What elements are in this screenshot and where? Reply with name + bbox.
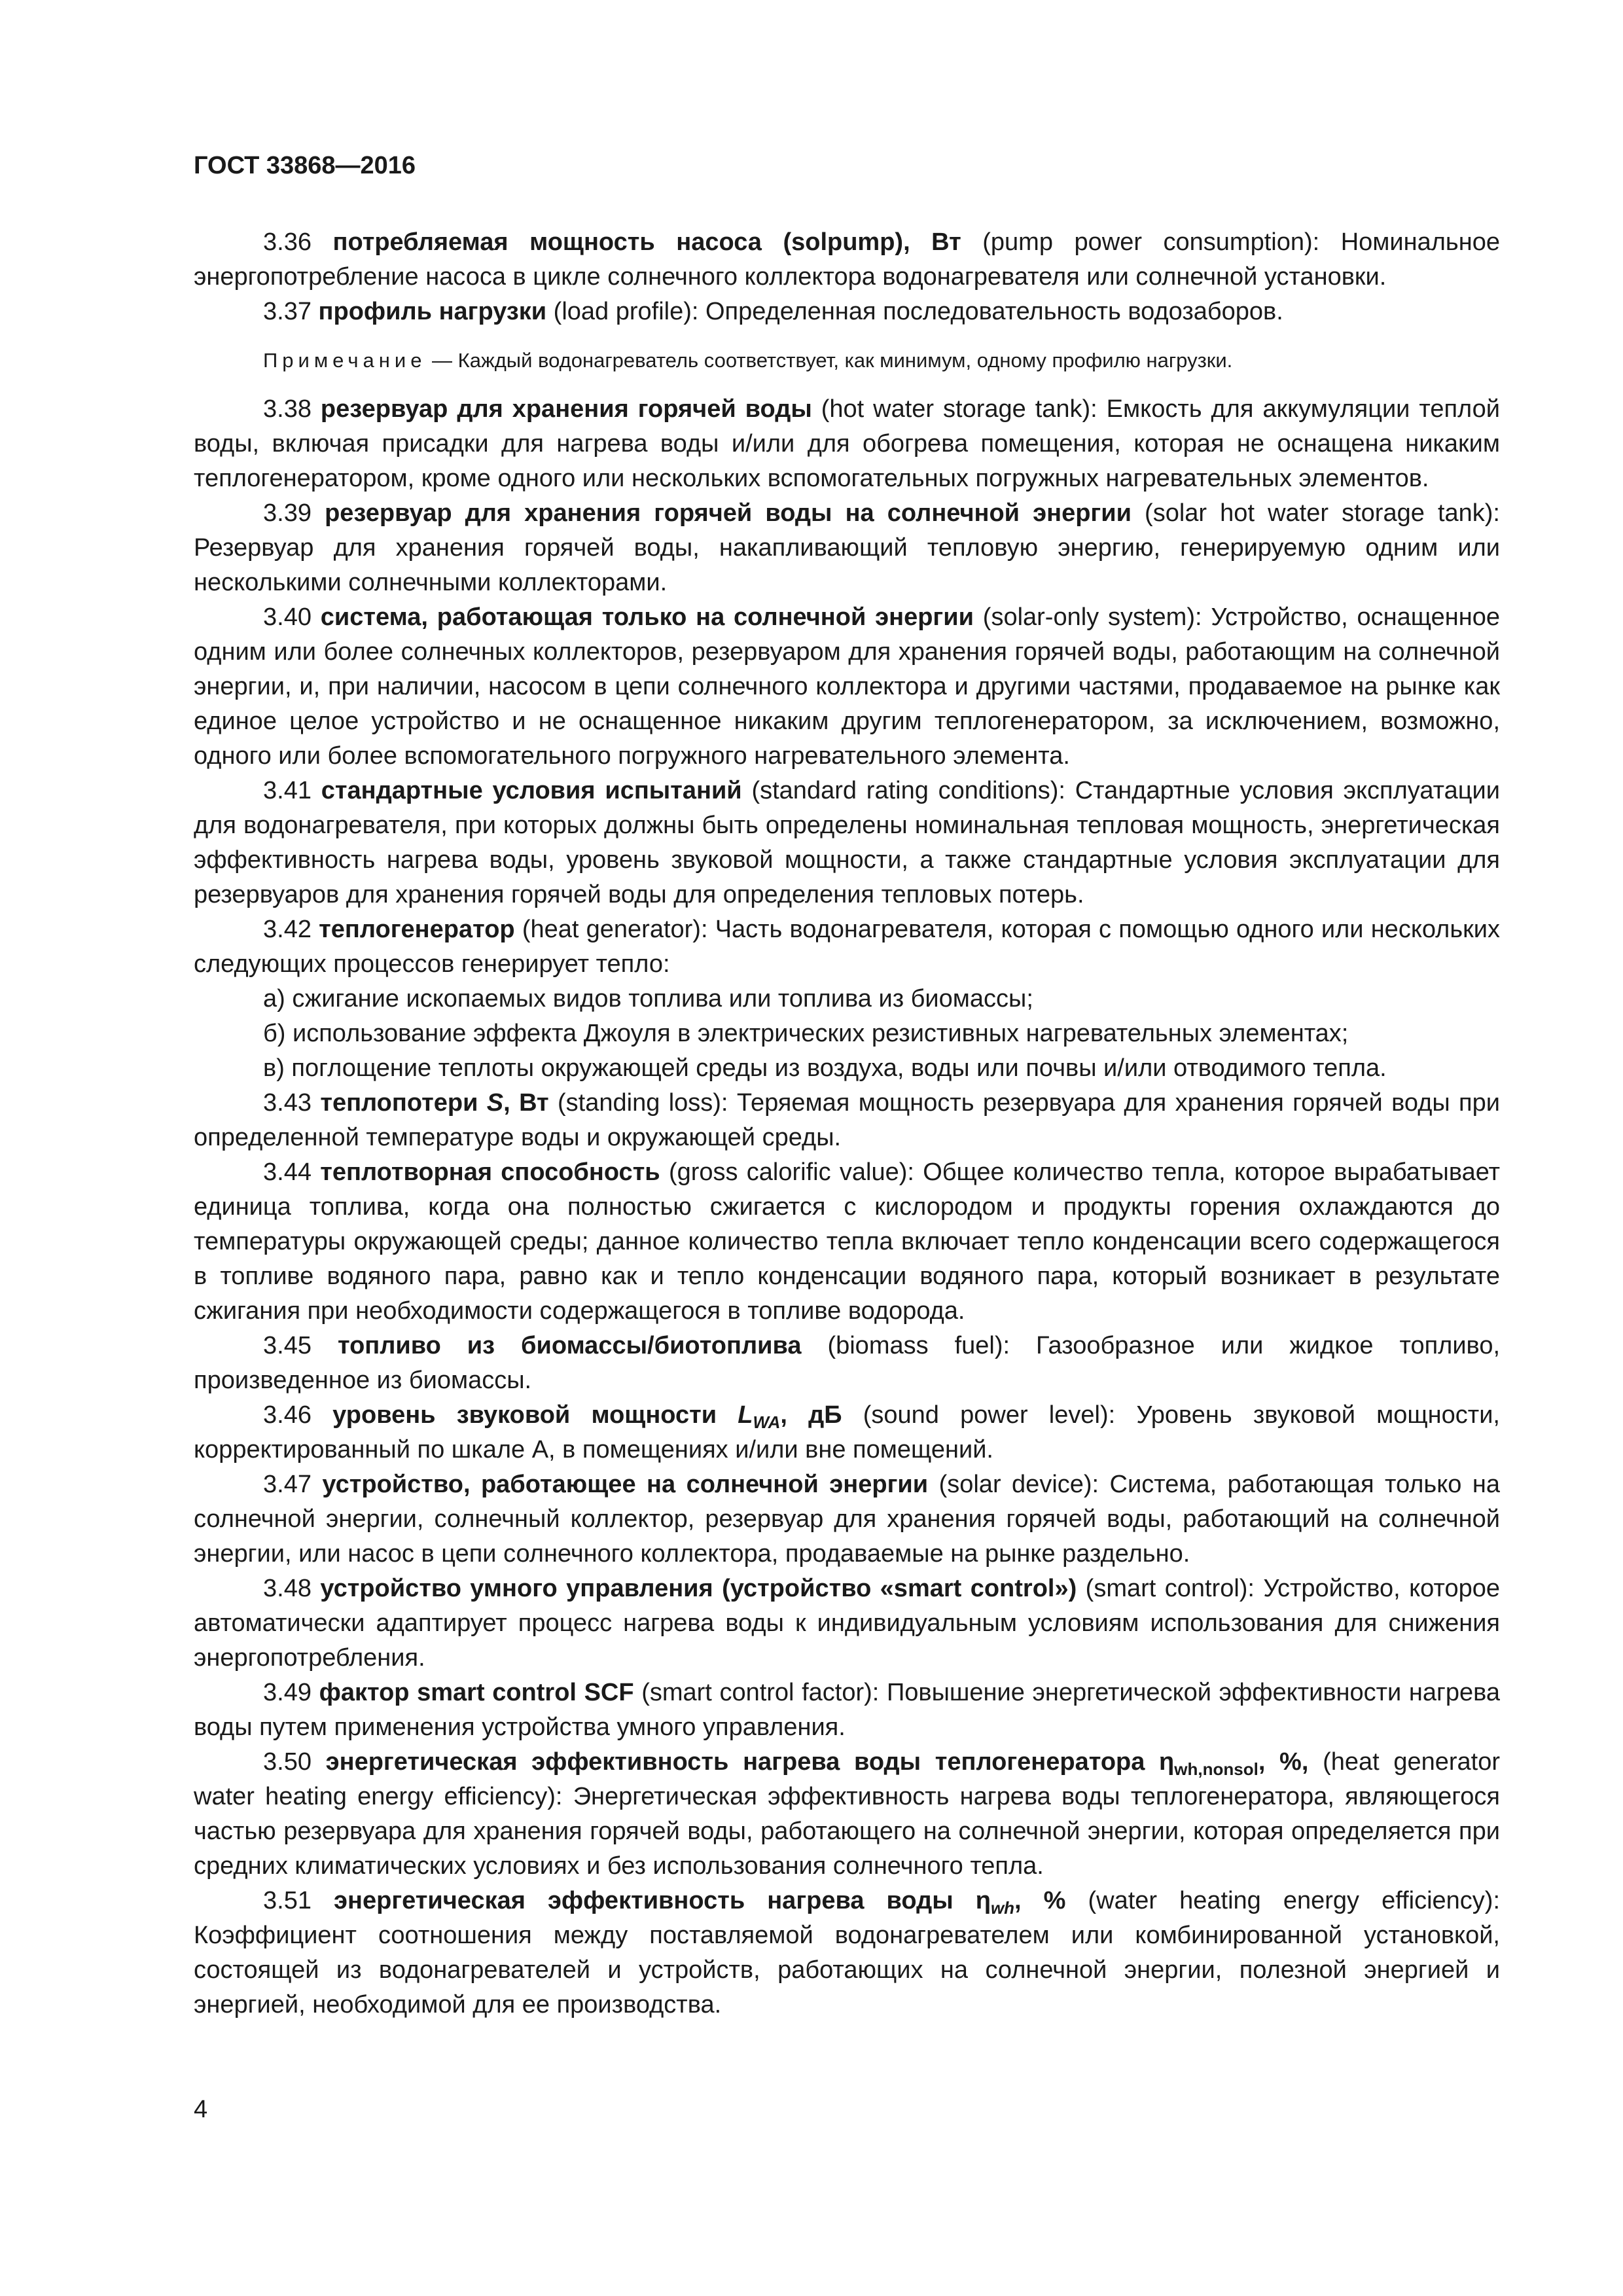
term-number: 3.36 bbox=[263, 228, 312, 256]
term-unit: , Вт bbox=[503, 1089, 549, 1117]
term-title bbox=[320, 1089, 548, 1117]
term-3-46 bbox=[194, 1398, 1500, 1467]
term-definition: (gross calorific value): Общее количество тепла, которое вырабатывает единица топлива, когда она полностью сжигается с кислородом и продукты горения охлаждаются до температуры окружающей среды; данное количество тепла включает тепло конденсации всего содержащегося в топливе водяного пара, равно как и тепло конденсации водяного пара, который возникает в результате сжигания при необходимости содержащегося в топливе водорода. bbox=[194, 1158, 1500, 1325]
term-number: 3.43 bbox=[263, 1089, 312, 1117]
term-subscript bbox=[753, 1412, 781, 1432]
term-subscript-text: wh bbox=[990, 1898, 1015, 1918]
term-definition: (hot water storage tank): Емкость для аккумуляции теплой воды, включая присадки для нагрева воды и/или для обогрева помещения, которая не оснащена никаким теплогенератором, кроме одного или нескольких вспомогательных погружных нагревательных элементов. bbox=[194, 395, 1501, 492]
term-symbol: L bbox=[738, 1401, 753, 1429]
term-number: 3.37 bbox=[263, 298, 312, 325]
term-subscript bbox=[991, 1898, 1014, 1918]
term-title: потребляемая мощность насоса (solpump), Вт bbox=[332, 228, 961, 256]
note bbox=[263, 345, 1500, 376]
term-number: 3.51 bbox=[263, 1887, 312, 1914]
term-title: устройство, работающее на солнечной энергии bbox=[322, 1471, 929, 1498]
term-3-48 bbox=[194, 1571, 1500, 1676]
term-title bbox=[325, 1748, 1309, 1779]
term-number: 3.49 bbox=[263, 1679, 312, 1706]
term-definition: (smart control): Устройство, которое автоматически адаптирует процесс нагрева воды к индивидуальным условиям использования для снижения энергопотребления. bbox=[194, 1575, 1500, 1672]
term-number: 3.45 bbox=[263, 1332, 312, 1359]
term-number: 3.47 bbox=[263, 1471, 312, 1498]
term-definition: (water heating energy efficiency): Коэффициент соотношения между поставляемой водонагревателем или комбинированной установкой, состоящей из водонагревателей и устройств, работающих на солнечной энергии, полезной энергией и энергией, необходимой для ее производства. bbox=[194, 1887, 1501, 2018]
term-definition: (standing loss): Теряемая мощность резервуара для хранения горячей воды при определенной температуре воды и окружающей среды. bbox=[194, 1089, 1500, 1151]
term-number: 3.38 bbox=[263, 395, 312, 423]
term-title: устройство умного управления (устройство «smart control») bbox=[320, 1575, 1077, 1602]
list-item: в) поглощение теплоты окружающей среды из воздуха, воды или почвы и/или отводимого тепла. bbox=[263, 1054, 1387, 1082]
list-item: б) использование эффекта Джоуля в электрических резистивных нагревательных элементах; bbox=[263, 1020, 1349, 1047]
term-3-39 bbox=[194, 496, 1500, 600]
term-definition: (solar hot water storage tank): Резервуар для хранения горячей воды, накапливающий тепловую энергию, генерируемую одним или несколькими солнечными коллекторами. bbox=[194, 499, 1500, 596]
term-symbol: S bbox=[486, 1089, 504, 1117]
page-number: 4 bbox=[194, 2096, 208, 2123]
term-definition: (pump power consumption): Номинальное энергопотребление насоса в цикле солнечного коллектора водонагревателя или солнечной установки. bbox=[194, 228, 1500, 291]
term-title: теплотворная способность bbox=[320, 1158, 660, 1186]
term-title-text: уровень звуковой мощности bbox=[332, 1401, 738, 1429]
term-number: 3.39 bbox=[263, 499, 312, 527]
term-number: 3.41 bbox=[263, 777, 312, 804]
term-3-51 bbox=[194, 1884, 1500, 2022]
term-3-42 bbox=[194, 912, 1500, 982]
document-body bbox=[194, 225, 1500, 2022]
term-3-47 bbox=[194, 1467, 1500, 1571]
term-title: фактор smart control SCF bbox=[319, 1679, 634, 1706]
term-title bbox=[332, 1401, 842, 1432]
term-definition: (standard rating conditions): Стандартные условия эксплуатации для водонагревателя, при которых должны быть определены номинальная тепловая мощность, энергетическая эффективность нагрева воды, уровень звуковой мощности, а также стандартные условия эксплуатации для резервуаров для хранения горячей воды для определения тепловых потерь. bbox=[194, 777, 1500, 908]
term-definition: (solar-only system): Устройство, оснащенное одним или более солнечных коллекторов, резервуаром для хранения горячей воды, работающим на солнечной энергии, и, при наличии, насосом в цепи солнечного коллектора и другими частями, продаваемое на рынке как единое целое устройство и не оснащенное никаким другим теплогенератором, за исключением, возможно, одного или более вспомогательного погружного нагревательного элемента. bbox=[194, 603, 1500, 770]
term-title-text: теплопотери bbox=[320, 1089, 487, 1117]
term-3-49 bbox=[194, 1676, 1500, 1745]
term-number: 3.44 bbox=[263, 1158, 312, 1186]
term-3-50 bbox=[194, 1745, 1500, 1884]
term-number: 3.42 bbox=[263, 916, 312, 943]
term-title: стандартные условия испытаний bbox=[321, 777, 742, 804]
term-title-text: энергетическая эффективность нагрева воды теплогенератора η bbox=[325, 1748, 1175, 1776]
term-3-43 bbox=[194, 1086, 1500, 1155]
term-subscript-text: WA bbox=[753, 1412, 781, 1432]
term-3-40 bbox=[194, 600, 1500, 774]
term-definition: (sound power level): Уровень звуковой мощности, корректированный по шкале А, в помещениях и/или вне помещений. bbox=[194, 1401, 1500, 1463]
term-3-44 bbox=[194, 1155, 1500, 1329]
term-definition: (biomass fuel): Газообразное или жидкое топливо, произведенное из биомассы. bbox=[194, 1332, 1501, 1394]
term-number: 3.46 bbox=[263, 1401, 312, 1429]
document-header: ГОСТ 33868—2016 bbox=[194, 152, 416, 179]
term-number: 3.50 bbox=[263, 1748, 312, 1776]
term-definition: (heat generator): Часть водонагревателя, которая с помощью одного или нескольких следующих процессов генерирует тепло: bbox=[194, 916, 1500, 978]
note-text: — Каждый водонагреватель соответствует, как минимум, одному профилю нагрузки. bbox=[426, 349, 1233, 372]
term-definition: (smart control factor): Повышение энергетической эффективности нагрева воды путем применения устройства умного управления. bbox=[194, 1679, 1500, 1741]
term-title: резервуар для хранения горячей воды на солнечной энергии bbox=[325, 499, 1132, 527]
term-unit: , % bbox=[1014, 1887, 1066, 1914]
term-unit: , %, bbox=[1258, 1748, 1309, 1776]
term-definition: (load profile): Определенная последовательность водозаборов. bbox=[546, 298, 1283, 325]
term-3-45 bbox=[194, 1329, 1500, 1398]
term-number: 3.40 bbox=[263, 603, 312, 631]
term-3-41 bbox=[194, 774, 1500, 912]
term-unit: , дБ bbox=[780, 1401, 842, 1429]
term-title: профиль нагрузки bbox=[318, 298, 547, 325]
note-label: Примечание bbox=[263, 349, 427, 372]
list-item: а) сжигание ископаемых видов топлива или топлива из биомассы; bbox=[263, 985, 1033, 1013]
term-3-37 bbox=[194, 295, 1500, 329]
term-3-36 bbox=[194, 225, 1500, 295]
term-title-text: энергетическая эффективность нагрева воды η bbox=[334, 1887, 991, 1914]
term-number: 3.48 bbox=[263, 1575, 312, 1602]
term-title bbox=[334, 1887, 1066, 1918]
term-title: теплогенератор bbox=[319, 916, 515, 943]
term-title: топливо из биомассы/биотоплива bbox=[337, 1332, 802, 1359]
term-title: резервуар для хранения горячей воды bbox=[320, 395, 812, 423]
term-subscript: wh,nonsol bbox=[1174, 1759, 1258, 1779]
term-definition: (solar device): Система, работающая только на солнечной энергии, солнечный коллектор, резервуар для хранения горячей воды, работающий на солнечной энергии, или насос в цепи солнечного коллектора, продаваемые на рынке раздельно. bbox=[194, 1471, 1500, 1568]
term-definition: (heat generator water heating energy efficiency): Энергетическая эффективность нагрева воды теплогенератора, являющегося частью резервуара для хранения горячей воды, работающего на солнечной энергии, которая определяется при средних климатических условиях и без использования солнечного тепла. bbox=[194, 1748, 1501, 1880]
term-3-38 bbox=[194, 392, 1500, 496]
term-title: система, работающая только на солнечной энергии bbox=[320, 603, 974, 631]
